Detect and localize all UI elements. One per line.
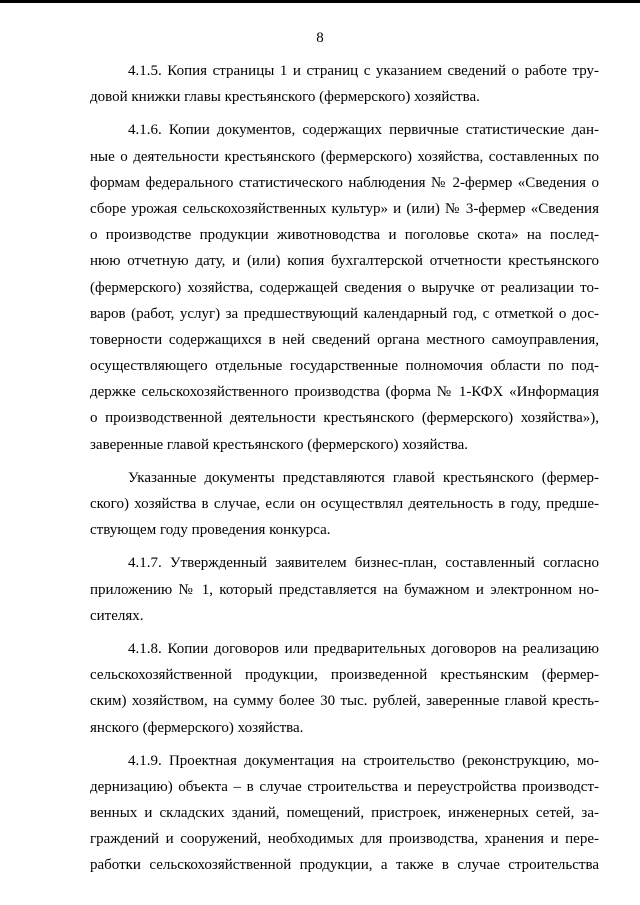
scan-top-edge <box>0 0 640 3</box>
text-line: приложению № 1, который представляется на бумажном и электронном но- <box>90 581 599 598</box>
text-line: ским) хозяйством, на сумму более 30 тыс. рублей, заверенные главой кресть- <box>90 693 599 710</box>
text-line: нюю отчетную дату, и (или) копия бухгалтерской отчетности крестьянского <box>90 253 599 270</box>
text-line: граждений и сооружений, необходимых для производства, хранения и пере- <box>90 831 599 848</box>
text-line: 4.1.8. Копии договоров или предварительных договоров на реализацию <box>128 640 599 657</box>
paragraph-4-1-5 <box>90 58 599 110</box>
text-line: 4.1.5. Копия страницы 1 и страниц с указанием сведений о работе тру- <box>128 63 599 79</box>
paragraph-4-1-7 <box>90 550 599 629</box>
text-line: венных и складских зданий, помещений, пристроек, инженерных сетей, за- <box>90 805 599 822</box>
text-line: варов (работ, услуг) за предшествующий календарный год, с отметкой о дос- <box>90 305 599 322</box>
text-line: 4.1.7. Утвержденный заявителем бизнес-план, составленный согласно <box>128 555 599 572</box>
text-line: осуществляющего отдельные государственные полномочия области по под- <box>90 358 599 375</box>
text-line: сборе урожая сельскохозяйственных культур» и (или) № 3-фермер «Сведения <box>90 200 599 217</box>
text-line: янского (фермерского) хозяйства. <box>90 719 304 736</box>
page-number: 8 <box>316 30 324 46</box>
text-line: ные о деятельности крестьянского (фермерского) хозяйства, составленных по <box>90 148 599 165</box>
text-line: держке сельскохозяйственного производства (форма № 1-КФХ «Информация <box>90 384 599 401</box>
text-line: 4.1.6. Копии документов, содержащих первичные статистические дан- <box>128 122 599 139</box>
paragraph-documents-note <box>90 465 599 544</box>
text-line: сельскохозяйственной продукции, произведенной крестьянским (фермер- <box>90 667 599 684</box>
text-line: о производстве продукции животноводства и поголовье скота» на послед- <box>90 227 599 244</box>
text-line: ского) хозяйства в случае, если он осуществлял деятельность в году, предше- <box>90 496 599 512</box>
paragraph-4-1-6 <box>90 117 599 457</box>
text-line: ствующем году проведения конкурса. <box>90 522 331 539</box>
text-line: довой книжки главы крестьянского (фермерского) хозяйства. <box>90 89 480 106</box>
text-line: работки сельскохозяйственной продукции, а также в случае строительства <box>90 857 599 874</box>
text-line: товерности содержащихся в ней сведений органа местного самоуправления, <box>90 331 599 348</box>
text-line: (фермерского) хозяйства, содержащей сведения о выручке от реализации то- <box>90 279 599 296</box>
paragraph-4-1-9 <box>90 748 599 879</box>
paragraph-4-1-8 <box>90 636 599 741</box>
text-line: дернизацию) объекта – в случае строительства и переустройства производст- <box>90 778 599 795</box>
text-line: сителях. <box>90 607 144 624</box>
document-body <box>90 58 599 879</box>
text-line: заверенные главой крестьянского (фермерского) хозяйства. <box>90 436 469 453</box>
text-line: 4.1.9. Проектная документация на строительство (реконструкцию, мо- <box>128 752 599 769</box>
text-line: Указанные документы представляются главой крестьянского (фермер- <box>128 469 599 486</box>
text-line: формам федерального статистического наблюдения № 2-фермер «Сведения о <box>90 174 599 191</box>
text-line: о производственной деятельности крестьянского (фермерского) хозяйства»), <box>90 410 599 427</box>
